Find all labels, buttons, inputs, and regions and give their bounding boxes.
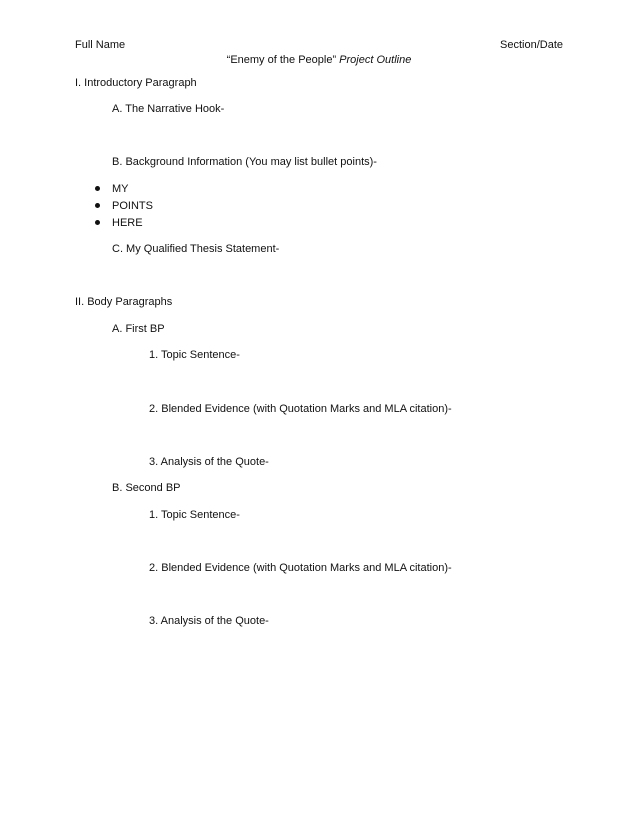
- first-bp-topic-sentence: 1. Topic Sentence-: [149, 349, 240, 361]
- second-bp-analysis: 3. Analysis of the Quote-: [149, 615, 269, 627]
- bullet-item: HERE: [112, 217, 143, 229]
- second-bp-blended-evidence: 2. Blended Evidence (with Quotation Marks and MLA citation)-: [149, 562, 452, 574]
- document-title: [0, 53, 638, 67]
- section-date-label: Section/Date: [500, 39, 563, 51]
- document-title-italic: Project Outline: [339, 54, 412, 66]
- second-bp-topic-sentence: 1. Topic Sentence-: [149, 509, 240, 521]
- thesis-statement-item: C. My Qualified Thesis Statement-: [112, 243, 280, 255]
- document-title-main: “Enemy of the People”: [226, 54, 340, 66]
- first-bp-label: A. First BP: [112, 323, 165, 335]
- first-bp-blended-evidence: 2. Blended Evidence (with Quotation Marks and MLA citation)-: [149, 403, 452, 415]
- section-2-heading: II. Body Paragraphs: [75, 296, 173, 308]
- bullet-icon: [95, 220, 100, 225]
- bullet-icon: [95, 186, 100, 191]
- bullet-icon: [95, 203, 100, 208]
- bullet-item: POINTS: [112, 200, 153, 212]
- background-info-item: B. Background Information (You may list bullet points)-: [112, 156, 377, 168]
- first-bp-analysis: 3. Analysis of the Quote-: [149, 456, 269, 468]
- full-name-label: Full Name: [75, 39, 126, 51]
- narrative-hook-item: A. The Narrative Hook-: [112, 103, 225, 115]
- section-1-heading: I. Introductory Paragraph: [75, 77, 197, 89]
- second-bp-label: B. Second BP: [112, 482, 181, 494]
- bullet-item: MY: [112, 183, 129, 195]
